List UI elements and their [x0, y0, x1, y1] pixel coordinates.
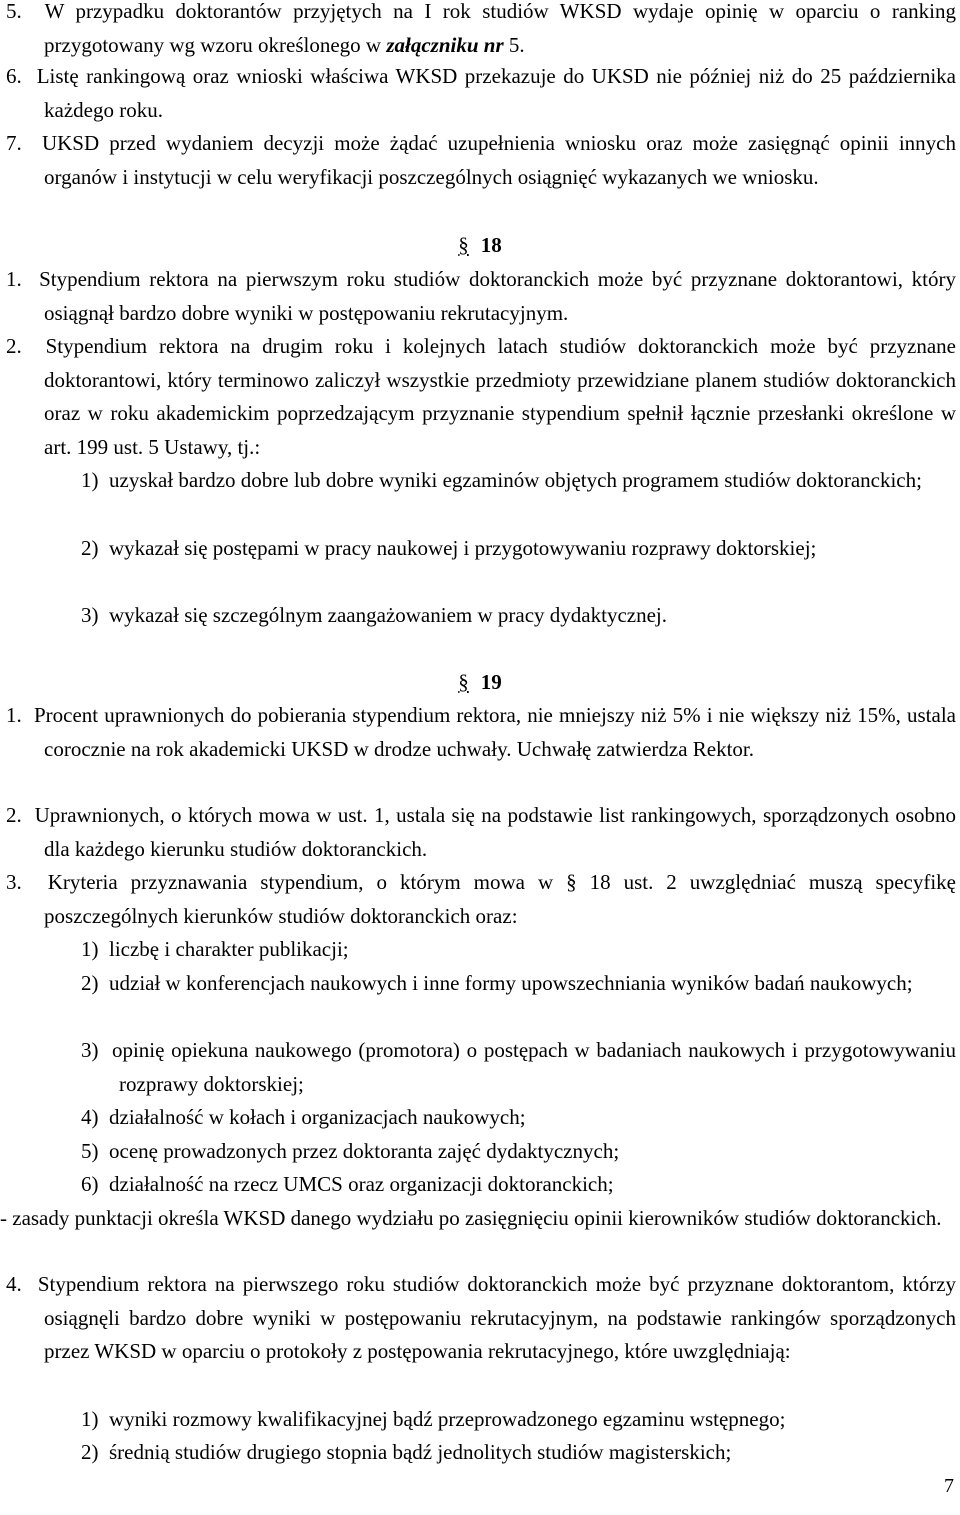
list-number: 6)	[81, 1172, 99, 1196]
list-item-18-2-3	[0, 599, 956, 633]
item-number: 7.	[6, 131, 22, 155]
list-item-19-4-1	[0, 1403, 956, 1437]
list-number: 2)	[81, 536, 99, 560]
item-number: 5.	[6, 0, 22, 23]
list-text: liczbę i charakter publikacji;	[109, 937, 349, 961]
item-number: 6.	[6, 64, 22, 88]
list-text: opinię opiekuna naukowego (promotora) o postępach w badaniach naukowych i przygotowywaniu rozprawy doktorskiej;	[111, 1038, 957, 1096]
list-number: 3)	[81, 1038, 99, 1062]
item-text: Stypendium rektora na pierwszego roku studiów doktoranckich może być przyznane doktorantom, którzy osiągnęli bardzo dobre wyniki w postępowaniu rekrutacyjnym, na podstawie rankingów sporządzonych przez WKSD w oparciu o protokoły z postępowania rekrutacyjnego, które uwzględniają:	[37, 1272, 957, 1364]
list-item-19-3-5	[0, 1135, 956, 1169]
item-emphasis: załączniku nr	[386, 32, 504, 57]
section-symbol: §	[458, 670, 469, 694]
item-text: Stypendium rektora na drugim roku i kolejnych latach studiów doktoranckich może być przyznane doktorantowi, który terminowo zaliczył wszystkie przedmioty przewidziane planem studiów doktoranckich oraz w roku akademickim poprzedzającym przyznanie stypendium spełnił łącznie przesłanki określone w art. 199 ust. 5 Ustawy, tj.:	[44, 334, 956, 460]
item-number: 1.	[6, 267, 22, 291]
list-text: średnią studiów drugiego stopnia bądź jednolitych studiów magisterskich;	[109, 1440, 732, 1464]
paragraph-item-5	[0, 0, 956, 62]
item-text: Listę rankingową oraz wnioski właściwa WKSD przekazuje do UKSD nie później niż do 25 października każdego roku.	[36, 64, 957, 122]
list-number: 1)	[81, 937, 99, 961]
item-number: 4.	[6, 1272, 22, 1296]
list-item-19-4-2	[0, 1436, 956, 1470]
list-text: wykazał się postępami w pracy naukowej i przygotowywaniu rozprawy doktorskiej;	[109, 536, 817, 560]
list-text: ocenę prowadzonych przez doktoranta zajęć dydaktycznych;	[109, 1139, 620, 1163]
list-number: 5)	[81, 1139, 99, 1163]
list-number: 1)	[81, 468, 99, 492]
item-text: Procent uprawnionych do pobierania stypendium rektora, nie mniejszy niż 5% i nie większy niż 15%, ustala corocznie na rok akademicki UKSD w drodze uchwały. Uchwałę zatwierdza Rektor.	[33, 703, 956, 761]
item-number: 2.	[6, 334, 22, 358]
paragraph-19-4	[0, 1268, 956, 1369]
list-item-18-2-2	[0, 532, 956, 566]
dash-note: - zasady punktacji określa WKSD danego wydziału po zasięgnięciu opinii kierowników studiów doktoranckich.	[0, 1206, 942, 1230]
page-number: 7	[944, 1475, 954, 1497]
list-text: działalność w kołach i organizacjach naukowych;	[109, 1105, 526, 1129]
section-number: 18	[480, 233, 502, 257]
list-text: wykazał się szczególnym zaangażowaniem w pracy dydaktycznej.	[109, 603, 667, 627]
list-text: udział w konferencjach naukowych i inne formy upowszechniania wyników badań naukowych;	[109, 971, 913, 995]
item-text: Kryteria przyznawania stypendium, o którym mowa w § 18 ust. 2 uwzględniać muszą specyfikę poszczególnych kierunków studiów doktoranckich oraz:	[44, 870, 956, 928]
list-item-19-3-3	[0, 1034, 956, 1101]
paragraph-18-2	[0, 330, 956, 465]
paragraph-19-3	[0, 866, 956, 933]
list-number: 2)	[81, 971, 99, 995]
list-item-19-3-2	[0, 967, 956, 1001]
list-number: 4)	[81, 1105, 99, 1129]
item-number: 1.	[6, 703, 22, 727]
list-item-18-2-1	[0, 464, 956, 498]
list-text: działalność na rzecz UMCS oraz organizacji doktoranckich;	[109, 1172, 614, 1196]
list-item-19-3-4	[0, 1101, 956, 1135]
paragraph-19-1	[0, 699, 956, 766]
item-number: 2.	[6, 803, 22, 827]
list-item-19-3-1	[0, 933, 956, 967]
section-heading-19	[0, 666, 960, 700]
section-symbol: §	[458, 233, 469, 257]
item-text: UKSD przed wydaniem decyzji może żądać uzupełnienia wniosku oraz może zasięgnąć opinii innych organów i instytucji w celu weryfikacji poszczególnych osiągnięć wykazanych we wniosku.	[41, 131, 956, 189]
list-text: uzyskał bardzo dobre lub dobre wyniki egzaminów objętych programem studiów doktoranckich;	[109, 468, 922, 492]
item-text: Stypendium rektora na pierwszym roku studiów doktoranckich może być przyznane doktorantowi, który osiągnął bardzo dobre wyniki w postępowaniu rekrutacyjnym.	[39, 267, 957, 325]
list-number: 1)	[81, 1407, 99, 1431]
paragraph-18-1	[0, 263, 956, 330]
item-text: W przypadku doktorantów przyjętych na I rok studiów WKSD wydaje opinię w oparciu o ranking przygotowany wg wzoru określonego w	[44, 0, 957, 57]
section-heading-18	[0, 229, 960, 263]
paragraph-item-7	[0, 127, 956, 194]
list-item-19-3-6	[0, 1168, 956, 1202]
paragraph-19-2	[0, 799, 956, 866]
item-number: 3.	[6, 870, 22, 894]
list-number: 2)	[81, 1440, 99, 1464]
section-number: 19	[480, 670, 502, 694]
list-text: wyniki rozmowy kwalifikacyjnej bądź przeprowadzonego egzaminu wstępnego;	[109, 1407, 786, 1431]
item-tail: 5.	[503, 32, 525, 57]
paragraph-item-6	[0, 60, 956, 127]
list-number: 3)	[81, 603, 99, 627]
item-text: Uprawnionych, o których mowa w ust. 1, ustala się na podstawie list rankingowych, sporządzonych osobno dla każdego kierunku studiów doktoranckich.	[34, 803, 957, 861]
